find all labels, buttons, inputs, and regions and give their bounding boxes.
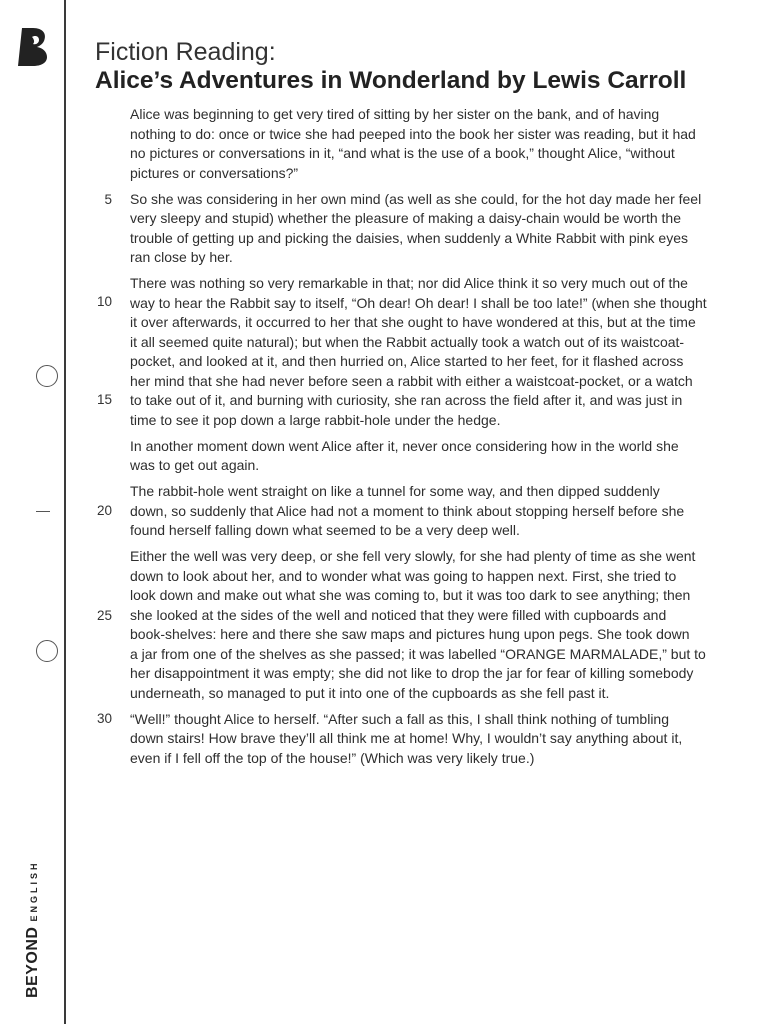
text-line: found herself falling down what seemed to be a very deep well. (130, 522, 520, 538)
text-line: down to look about her, and to wonder what was going to happen next. First, she tried to (130, 567, 677, 584)
paragraph (130, 190, 732, 268)
line-number: 25 (96, 608, 112, 623)
text-line: The rabbit-hole went straight on like a tunnel for some way, and then dipped suddenly (130, 483, 660, 499)
text-line: down, so suddenly that Alice had not a moment to think about stopping herself before she (130, 502, 685, 519)
fold-mark (36, 511, 50, 512)
beyond-logo-icon (16, 26, 50, 66)
text-line: “Well!” thought Alice to herself. “After such a fall as this, I shall think nothing of tumbling (130, 710, 670, 727)
text-line: trouble of getting up and picking the daisies, when suddenly a White Rabbit with pink eyes (130, 229, 689, 246)
paragraph (130, 710, 732, 769)
paragraph (130, 437, 732, 476)
brand-wordmark (24, 861, 42, 998)
text-line: she looked at the sides of the well and noticed that they were filled with cupboards and (130, 606, 667, 623)
text-line: look down and make out what she was coming to, but it was too dark to see anything; then (130, 587, 691, 603)
text-line: Alice was beginning to get very tired of sitting by her sister on the bank, and of having (130, 106, 660, 122)
text-line: Either the well was very deep, or she fell very slowly, for she had plenty of time as she went (130, 548, 696, 564)
text-line: down stairs! How brave they’ll all think me at home! Why, I wouldn’t say anything about it, (130, 730, 683, 746)
line-number: 30 (96, 711, 112, 726)
paragraph (130, 547, 732, 703)
text-line: no pictures or conversations in it, “and what is the use of a book,” thought Alice, “without (130, 145, 675, 161)
text-line: was to get out again. (130, 457, 260, 473)
text-line: very sleepy and stupid) whether the pleasure of making a daisy-chain would be worth the (130, 210, 681, 226)
text-line: way to hear the Rabbit say to itself, “Oh dear! Oh dear! I shall be too late!” (when she thought (130, 294, 707, 311)
paragraph (130, 274, 732, 430)
page-title-line2: Alice’s Adventures in Wonderland by Lewis Carroll (95, 67, 687, 94)
binder-hole (36, 365, 58, 387)
text-line: underneath, so managed to put it into one of the cupboards as she fell past it. (130, 684, 610, 701)
binder-hole (36, 640, 58, 662)
text-line: So she was considering in her own mind (as well as she could, for the hot day made her feel (130, 190, 702, 207)
text-line: pictures or conversations?” (130, 164, 299, 181)
text-line: it over afterwards, it occurred to her that she ought to have wondered at this, but at the time (130, 314, 696, 330)
line-number: 5 (104, 192, 112, 207)
text-line: to take out of it, and burning with curiosity, she ran across the field after it, and was just in (130, 392, 683, 408)
margin-line (64, 0, 66, 1024)
text-line: There was nothing so very remarkable in that; nor did Alice think it so very much out of the (130, 275, 688, 291)
text-line: a jar from one of the shelves as she passed; it was labelled “ORANGE MARMALADE,” but to (130, 645, 706, 662)
text-line: In another moment down went Alice after it, never once considering how in the world she (130, 437, 679, 454)
page-title-line1: Fiction Reading: (95, 38, 276, 66)
line-number: 15 (96, 392, 112, 407)
line-number: 20 (96, 503, 112, 518)
brand-word-beyond: BEYOND (24, 926, 41, 998)
reading-passage (130, 105, 732, 775)
text-line: her mind that she had never before seen a rabbit with either a waistcoat-pocket, or a watch (130, 372, 693, 389)
text-line: pocket, and looked at it, and then hurried on, Alice started to her feet, for it flashed across (130, 353, 684, 369)
line-number: 10 (96, 294, 112, 309)
text-line: her disappointment it was empty; she did not like to drop the jar for fear of killing somebody (130, 665, 694, 681)
text-line: book-shelves: here and there she saw maps and pictures hung upon pegs. She took down (130, 626, 690, 642)
text-line: it all seemed quite natural); but when the Rabbit actually took a watch out of its waistcoat- (130, 333, 685, 350)
text-line: nothing to do: once or twice she had peeped into the book her sister was reading, but it had (130, 125, 696, 142)
paragraph (130, 482, 732, 541)
brand-word-english: ENGLISH (29, 860, 39, 922)
paragraph (130, 105, 732, 183)
text-line: even if I fell off the top of the house!” (Which was very likely true.) (130, 749, 535, 766)
text-line: ran close by her. (130, 249, 233, 265)
text-line: time to see it pop down a large rabbit-hole under the hedge. (130, 411, 501, 428)
